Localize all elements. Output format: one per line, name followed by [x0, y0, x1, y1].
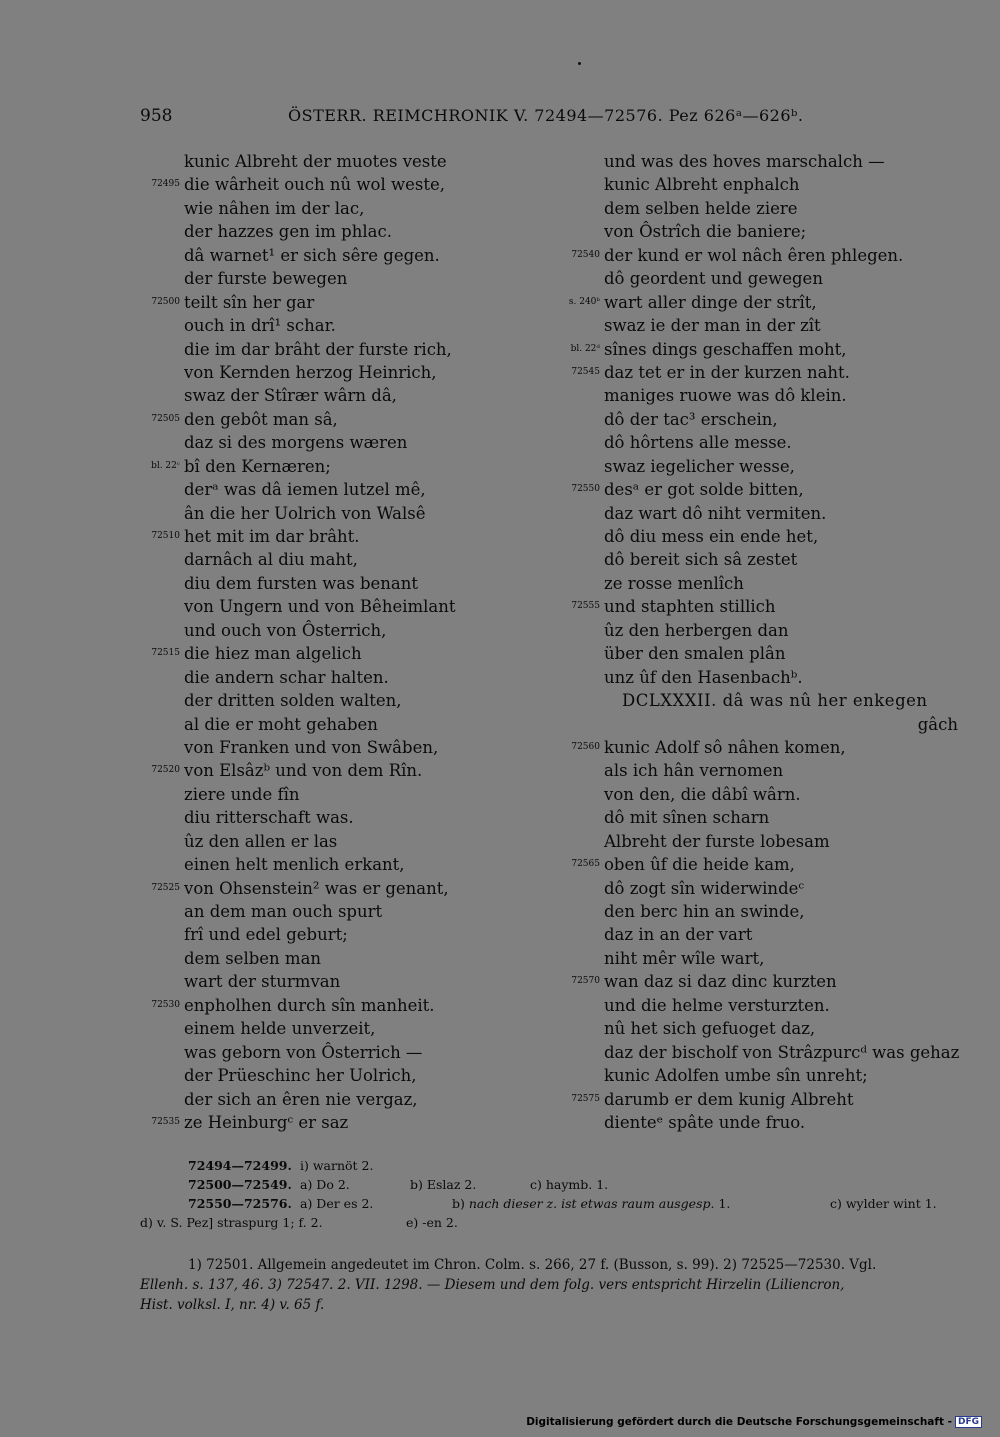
- verse-text: wart aller dinge der strît,: [604, 292, 817, 312]
- variant-row: [140, 1194, 970, 1213]
- line-number: 72540: [571, 249, 600, 260]
- verse-text: der dritten solden walten,: [184, 691, 402, 711]
- verse-line: [140, 947, 550, 970]
- variant-note: c) haymb. 1.: [530, 1177, 609, 1192]
- verse-text: diu dem fursten was benant: [184, 573, 419, 593]
- verse-text: von Ôstrîch die baniere;: [604, 222, 807, 242]
- verse-text: daz in an der vart: [604, 925, 753, 945]
- variant-row: [140, 1213, 970, 1232]
- variant-row: [140, 1175, 970, 1194]
- variant-note: e) -en 2.: [406, 1215, 458, 1230]
- verse-line: [140, 408, 550, 431]
- footnotes: [140, 1255, 960, 1315]
- verse-text: und ouch von Ôsterrich,: [184, 620, 387, 640]
- verse-line: [560, 853, 980, 876]
- verse-line: [560, 455, 980, 478]
- verse-line: [560, 666, 980, 689]
- variant-apparatus: [140, 1156, 970, 1232]
- verse-text: einen helt menlich erkant,: [184, 855, 405, 875]
- verse-line: [560, 759, 980, 782]
- verse-line: [560, 525, 980, 548]
- verse-line: [140, 361, 550, 384]
- verse-text: dem selben man: [184, 948, 322, 968]
- verse-text: der Prüeschinc her Uolrich,: [184, 1066, 417, 1086]
- verse-line: [560, 384, 980, 407]
- verse-text: dem selben helde ziere: [604, 198, 798, 218]
- variant-note: b) Eslaz 2.: [410, 1177, 477, 1192]
- verse-line: [560, 220, 980, 243]
- verse-line: [140, 666, 550, 689]
- verse-line: [140, 736, 550, 759]
- verse-line: [560, 1111, 980, 1134]
- page-number: 958: [140, 106, 173, 126]
- verse-line: [140, 595, 550, 618]
- verse-text: ziere unde fîn: [184, 784, 300, 804]
- verse-text: niht mêr wîle wart,: [604, 948, 765, 968]
- verse-text: der furste bewegen: [184, 269, 348, 289]
- verse-line: [560, 478, 980, 501]
- verse-text: diu ritterschaft was.: [184, 808, 354, 828]
- verse-line: [140, 197, 550, 220]
- verse-line: [140, 689, 550, 712]
- variant-range: 72500—72549.: [188, 1177, 292, 1192]
- verse-text: dô bereit sich sâ zestet: [604, 550, 798, 570]
- verse-line: [560, 314, 980, 337]
- verse-line: [560, 923, 980, 946]
- verse-text: ouch in drî¹ schar.: [184, 316, 336, 336]
- verse-line: [560, 244, 980, 267]
- line-number: 72500: [151, 296, 180, 307]
- verse-line: [560, 572, 980, 595]
- footnote-line: 1) 72501. Allgemein angedeutet im Chron. Colm. s. 266, 27 f. (Busson, s. 99). 2) 72525—72530. Vgl.: [188, 1257, 877, 1273]
- verse-text: wie nâhen im der lac,: [184, 198, 365, 218]
- verse-text: an dem man ouch spurt: [184, 902, 383, 921]
- verse-text: und was des hoves marschalch —: [604, 152, 885, 171]
- verse-text: die andern schar halten.: [184, 667, 389, 687]
- verse-text: den berc hin an swinde,: [604, 902, 805, 921]
- verse-line: [140, 1017, 550, 1040]
- line-number: 72550: [571, 484, 600, 495]
- verse-line: [140, 642, 550, 665]
- verse-line: [560, 783, 980, 806]
- verse-line: [560, 736, 980, 759]
- verse-line: [560, 830, 980, 853]
- verse-line: [140, 783, 550, 806]
- verse-text: einem helde unverzeit,: [184, 1019, 376, 1039]
- line-number: 72515: [151, 648, 180, 659]
- verse-line: [140, 267, 550, 290]
- left-verse-column: [140, 150, 550, 1134]
- verse-line: [560, 970, 980, 993]
- verse-text: kunic Adolf sô nâhen komen,: [604, 737, 846, 757]
- verse-text: kunic Adolfen umbe sîn unreht;: [604, 1066, 868, 1086]
- line-number: 72555: [571, 601, 600, 612]
- verse-text: het mit im dar brâht.: [184, 527, 360, 546]
- variant-note: d) v. S. Pez] straspurg 1; f. 2.: [140, 1215, 323, 1230]
- verse-text: ze Heinburgᶜ er saz: [184, 1112, 349, 1132]
- line-number: 72510: [151, 531, 180, 541]
- verse-line: [560, 431, 980, 454]
- verse-text: darumb er dem kunig Albreht: [604, 1089, 854, 1109]
- verse-line: [140, 1088, 550, 1111]
- verse-line: [140, 291, 550, 314]
- verse-line: [560, 1041, 980, 1064]
- verse-text: der sich an êren nie vergaz,: [184, 1089, 418, 1109]
- verse-text: dô diu mess ein ende het,: [604, 527, 819, 546]
- verse-text: swaz ie der man in der zît: [604, 316, 821, 336]
- running-title: ÖSTERR. REIMCHRONIK V. 72494—72576. Pez 626ᵃ—626ᵇ.: [288, 106, 804, 125]
- verse-line: [560, 548, 980, 571]
- verse-text: sînes dings geschaffen moht,: [604, 339, 847, 359]
- variant-note: i) warnöt 2.: [300, 1158, 374, 1173]
- verse-text: nû het sich gefuoget daz,: [604, 1019, 816, 1039]
- verse-line: [140, 525, 550, 548]
- line-number: 72520: [151, 765, 180, 776]
- verse-text: dienteᵉ spâte unde fruo.: [604, 1112, 806, 1132]
- verse-text: was geborn von Ôsterrich —: [184, 1042, 423, 1062]
- verse-line: [140, 877, 550, 900]
- verse-line: [140, 806, 550, 829]
- verse-text: daz si des morgens wæren: [184, 433, 408, 453]
- verse-text: kunic Albreht enphalch: [604, 175, 800, 195]
- verse-text: der kund er wol nâch êren phlegen.: [604, 245, 904, 265]
- verse-text: derᵃ was dâ iemen lutzel mê,: [184, 480, 426, 500]
- verse-line: [560, 338, 980, 361]
- verse-line: [560, 361, 980, 384]
- verse-line: [140, 173, 550, 196]
- verse-text: ûz den herbergen dan: [604, 620, 789, 640]
- verse-text: frî und edel geburt;: [184, 925, 348, 945]
- line-number: 72560: [571, 741, 600, 752]
- verse-text: desᵃ er got solde bitten,: [604, 480, 804, 500]
- verse-text: von Ohsenstein² was er genant,: [184, 878, 449, 898]
- verse-line: [140, 431, 550, 454]
- line-number: 72570: [571, 976, 600, 987]
- verse-line: [140, 619, 550, 642]
- verse-text: enpholhen durch sîn manheit.: [184, 995, 435, 1015]
- verse-text: und die helme versturzten.: [604, 995, 830, 1015]
- verse-line: [560, 408, 980, 431]
- verse-line: [560, 619, 980, 642]
- variant-row: [140, 1156, 970, 1175]
- line-number: 72525: [151, 882, 180, 893]
- verse-line: [140, 548, 550, 571]
- variant-note: c) wylder wint 1.: [830, 1196, 937, 1211]
- verse-line: [560, 877, 980, 900]
- verse-line: [560, 291, 980, 314]
- verse-line: [560, 1088, 980, 1111]
- verse-text: von Elsâzᵇ und von dem Rîn.: [184, 761, 423, 781]
- verse-text: daz wart dô niht vermiten.: [604, 503, 827, 523]
- verse-line: [560, 947, 980, 970]
- verse-line: [140, 1064, 550, 1087]
- verse-line: [140, 338, 550, 361]
- footnote-line: Hist. volksl. I, nr. 4) v. 65 f.: [140, 1297, 325, 1313]
- line-number: s. 240ᵇ: [568, 296, 600, 307]
- verse-line: [560, 642, 980, 665]
- footnote-line: Ellenh. s. 137, 46. 3) 72547. 2. VII. 1298. — Diesem und dem folg. vers entspricht Hirzelin (Liliencron,: [140, 1277, 845, 1293]
- verse-text: kunic Albreht der muotes veste: [184, 152, 447, 171]
- verse-line: [140, 853, 550, 876]
- verse-line: [560, 1064, 980, 1087]
- verse-text: ze rosse menlîch: [604, 573, 744, 593]
- variant-note: a) Do 2.: [300, 1177, 350, 1192]
- variant-range: 72550—72576.: [188, 1196, 292, 1211]
- verse-text: von Franken und von Swâben,: [184, 737, 439, 757]
- verse-text: oben ûf die heide kam,: [604, 855, 795, 875]
- dfg-footer: [526, 1415, 982, 1429]
- verse-text: von Kernden herzog Heinrich,: [184, 362, 437, 382]
- funding-notice: Digitalisierung gefördert durch die Deutsche Forschungsgemeinschaft -: [526, 1416, 952, 1428]
- verse-text: darnâch al diu maht,: [184, 550, 358, 570]
- verse-line: [560, 197, 980, 220]
- verse-line: [140, 478, 550, 501]
- verse-text: von den, die dâbî wârn.: [604, 784, 801, 804]
- verse-line: [560, 173, 980, 196]
- verse-line: [560, 267, 980, 290]
- verse-line: [560, 900, 980, 923]
- verse-text: die wârheit ouch nû wol weste,: [184, 175, 445, 195]
- verse-line: [140, 759, 550, 782]
- verse-text: die im dar brâht der furste rich,: [184, 339, 452, 359]
- verse-line: [140, 220, 550, 243]
- verse-text: maniges ruowe was dô klein.: [604, 386, 847, 406]
- line-number: 72505: [151, 413, 180, 424]
- verse-text: swaz der Stîrær wârn dâ,: [184, 386, 397, 406]
- verse-line: [140, 713, 550, 736]
- page-header: [140, 106, 830, 130]
- verse-line: [140, 572, 550, 595]
- verse-line: [140, 244, 550, 267]
- verse-text: der hazzes gen im phlac.: [184, 222, 392, 242]
- line-number: 72545: [571, 366, 600, 377]
- verse-text: Albreht der furste lobesam: [604, 831, 830, 851]
- verse-line: [140, 994, 550, 1017]
- verse-line: [140, 502, 550, 525]
- line-number: bl. 22ᶜ: [151, 460, 180, 471]
- verse-text: dâ warnet¹ er sich sêre gegen.: [184, 245, 440, 265]
- verse-line: [560, 150, 980, 173]
- verse-text: und staphten stillich: [604, 597, 776, 617]
- line-number: bl. 22ᵈ: [570, 343, 600, 354]
- line-number: 72530: [151, 999, 180, 1010]
- verse-text: dô geordent und gewegen: [604, 269, 823, 289]
- verse-text: daz tet er in der kurzen naht.: [604, 362, 850, 382]
- verse-text: dô zogt sîn widerwindeᶜ: [604, 878, 805, 898]
- verse-line: [140, 384, 550, 407]
- verse-text: teilt sîn her gar: [184, 292, 315, 312]
- variant-note: b) nach dieser z. ist etwas raum ausgesp. 1.: [452, 1196, 731, 1211]
- verse-line: [560, 689, 980, 712]
- right-verse-column: [560, 150, 980, 1134]
- verse-text: al die er moht gehaben: [184, 714, 378, 734]
- verse-text: swaz iegelicher wesse,: [604, 456, 795, 476]
- verse-text: bî den Kernæren;: [184, 456, 331, 476]
- verse-line: [560, 595, 980, 618]
- verse-text: von Ungern und von Bêheimlant: [184, 597, 456, 617]
- verse-line: [560, 713, 980, 736]
- line-number: 72575: [571, 1093, 600, 1104]
- variant-range: 72494—72499.: [188, 1158, 292, 1173]
- verse-line: [560, 806, 980, 829]
- verse-text: dô hôrtens alle messe.: [604, 433, 792, 453]
- line-number: 72535: [151, 1116, 180, 1127]
- verse-line: [140, 150, 550, 173]
- verse-text: ân die her Uolrich von Walsê: [184, 503, 426, 523]
- verse-line: [140, 314, 550, 337]
- verse-text: wart der sturmvan: [184, 972, 341, 992]
- verse-text: wan daz si daz dinc kurzten: [604, 972, 837, 992]
- verse-text: den gebôt man sâ,: [184, 409, 338, 429]
- verse-text: die hiez man algelich: [184, 644, 362, 664]
- verse-text: gâch: [917, 714, 958, 734]
- verse-text: ûz den allen er las: [184, 831, 338, 851]
- line-number: 72565: [571, 859, 600, 870]
- verse-text: unz ûf den Hasenbachᵇ.: [604, 667, 803, 687]
- dfg-logo: DFG: [955, 1416, 982, 1428]
- verse-line: [140, 900, 550, 923]
- verse-line: [560, 1017, 980, 1040]
- verse-text: dô der tac³ erschein,: [604, 409, 778, 429]
- verse-line: [140, 1041, 550, 1064]
- line-number: 72495: [151, 179, 180, 190]
- verse-text: dô mit sînen scharn: [604, 808, 770, 828]
- verse-text: daz der bischolf von Strâzpurcᵈ was gehaz: [604, 1042, 960, 1062]
- verse-line: [140, 923, 550, 946]
- scan-speck: [578, 62, 581, 65]
- variant-note: a) Der es 2.: [300, 1196, 374, 1211]
- verse-text: über den smalen plân: [604, 644, 786, 664]
- verse-line: [140, 830, 550, 853]
- verse-line: [140, 1111, 550, 1134]
- verse-line: [140, 970, 550, 993]
- verse-line: [140, 455, 550, 478]
- verse-line: [560, 502, 980, 525]
- section-heading: DCLXXXII. dâ was nû her enkegen: [622, 691, 928, 711]
- verse-line: [560, 994, 980, 1017]
- verse-text: als ich hân vernomen: [604, 761, 784, 781]
